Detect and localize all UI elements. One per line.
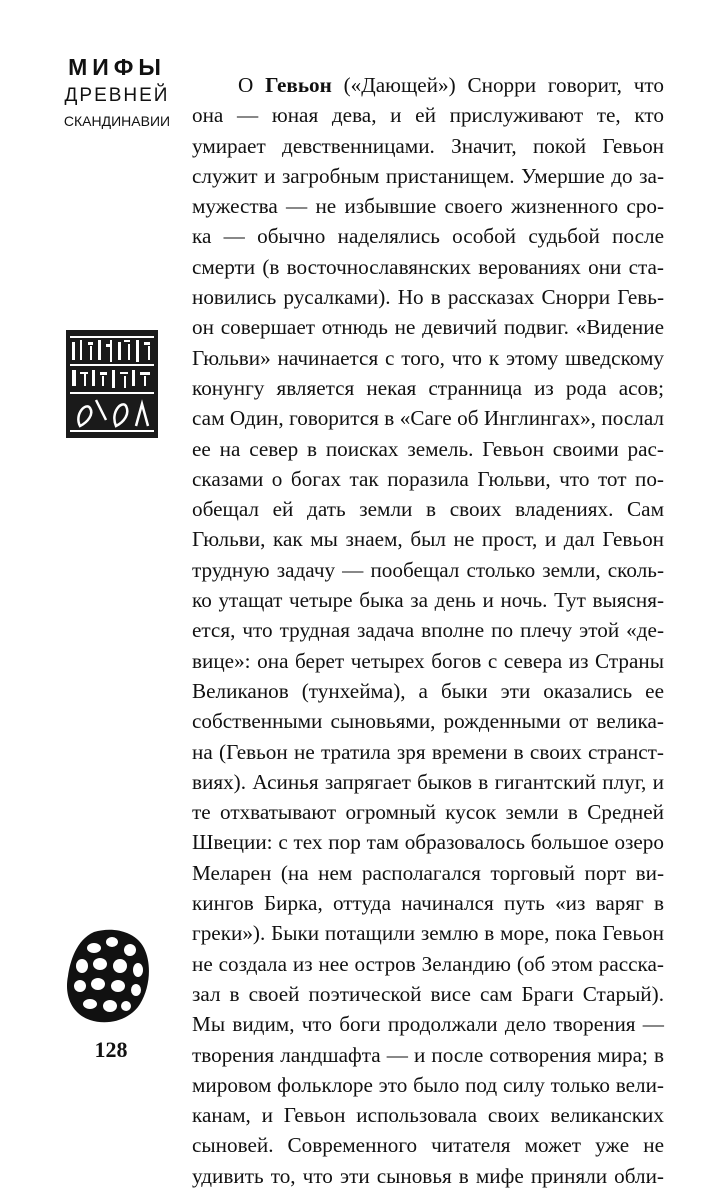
text-line: ется, что трудная задача вполне по плечу этой «де-: [192, 618, 664, 643]
bold-term-gevyon: Гевьон: [265, 73, 332, 97]
text-line: ка — обычно наделялись особой судьбой после: [192, 224, 664, 249]
text-line: удивить то, что эти сыновья в мифе приняли обли-: [192, 1163, 664, 1188]
text-line: творения ландшафта — и после сотворения мира; в: [192, 1042, 664, 1067]
text-fragment: («Дающей») Снорри говорит, что: [331, 73, 664, 97]
text-line: канам, и Гевьон использовала своих великанских: [192, 1103, 664, 1128]
text-line: Мы видим, что боги продолжали дело творения —: [192, 1012, 664, 1037]
text-line: новились русалками). Но в рассказах Снорри Гевь-: [192, 285, 664, 310]
text-line: Швеции: с тех пор там образовалось большое озеро: [192, 830, 664, 855]
text-line: ее на север в поисках земель. Гевьон своими рас-: [192, 436, 664, 461]
text-line: умирает девственницами. Значит, покой Гевьон: [192, 133, 664, 158]
text-line: он совершает отнюдь не девичий подвиг. «Видение: [192, 315, 664, 340]
text-line: те отхватывают огромный кусок земли в Средней: [192, 800, 664, 825]
header-line-ancient: ДРЕВНЕЙ: [64, 85, 170, 106]
text-line: обещал ей дать земли в своих владениях. Сам: [192, 497, 664, 522]
text-line: ко утащат четыре быка за день и ночь. Тут выясня-: [192, 588, 664, 613]
text-line: трудную задачу — пообещал столько земли, сколь-: [192, 557, 664, 582]
text-line: на (Гевьон не тратила зря времени в своих странст-: [192, 739, 664, 764]
runic-stamp-ornament: [66, 330, 158, 438]
text-line: зал в своей поэтической висе сам Браги Старый).: [192, 981, 664, 1006]
text-line: служит и загробным пристанищем. Умершие до за-: [192, 163, 664, 188]
text-line: конунгу является некая странница из рода асов;: [192, 375, 664, 400]
text-line: Великанов (тунхейма), а быки эти оказались ее: [192, 678, 664, 703]
text-line: мировом фольклоре это было под силу только вели-: [192, 1072, 664, 1097]
text-fragment: О: [238, 73, 266, 97]
header-line-myths: МИФЫ: [68, 54, 166, 80]
text-line: собственными сыновьями, рожденными от велика-: [192, 709, 664, 734]
text-line: виях). Асинья запрягает быков в гигантский плуг, и: [192, 769, 664, 794]
main-text-block: [192, 70, 664, 1191]
page-number: 128: [94, 1037, 128, 1062]
text-line: сказами о богах так поразила Гюльви, что тот по-: [192, 466, 664, 491]
text-line: сам Один, говорится в «Саге об Инглингах», послал: [192, 406, 664, 431]
text-line: мужества — не избывшие своего жизненного сро-: [192, 194, 664, 219]
text-line: Гюльви, как мы знаем, был не прост, и дал Гевьон: [192, 527, 664, 552]
text-line: вице»: она берет четырех богов с севера из Страны: [192, 648, 664, 673]
text-line: сыновей. Современного читателя может уже не: [192, 1133, 664, 1158]
text-line: Меларен (на нем располагался торговый порт ви-: [192, 860, 664, 885]
text-line: она — юная дева, и ей прислуживают те, кто: [192, 103, 664, 128]
text-line-first: [192, 70, 664, 100]
book-running-header: [62, 52, 172, 132]
text-line: Гюльви» начинается с того, что к этому шведскому: [192, 345, 664, 370]
text-line: кингов Бирка, оттуда начинался путь «из варяг в: [192, 891, 664, 916]
header-line-scandinavia: СКАНДИНАВИИ: [63, 113, 171, 129]
text-line: смерти (в восточнославянских верованиях они ста-: [192, 254, 664, 279]
text-line: не создала из нее остров Зеландию (об этом расска-: [192, 951, 664, 976]
text-line: греки»). Быки потащили землю в море, пока Гевьон: [192, 921, 664, 946]
knotwork-ornament: [64, 926, 152, 1026]
